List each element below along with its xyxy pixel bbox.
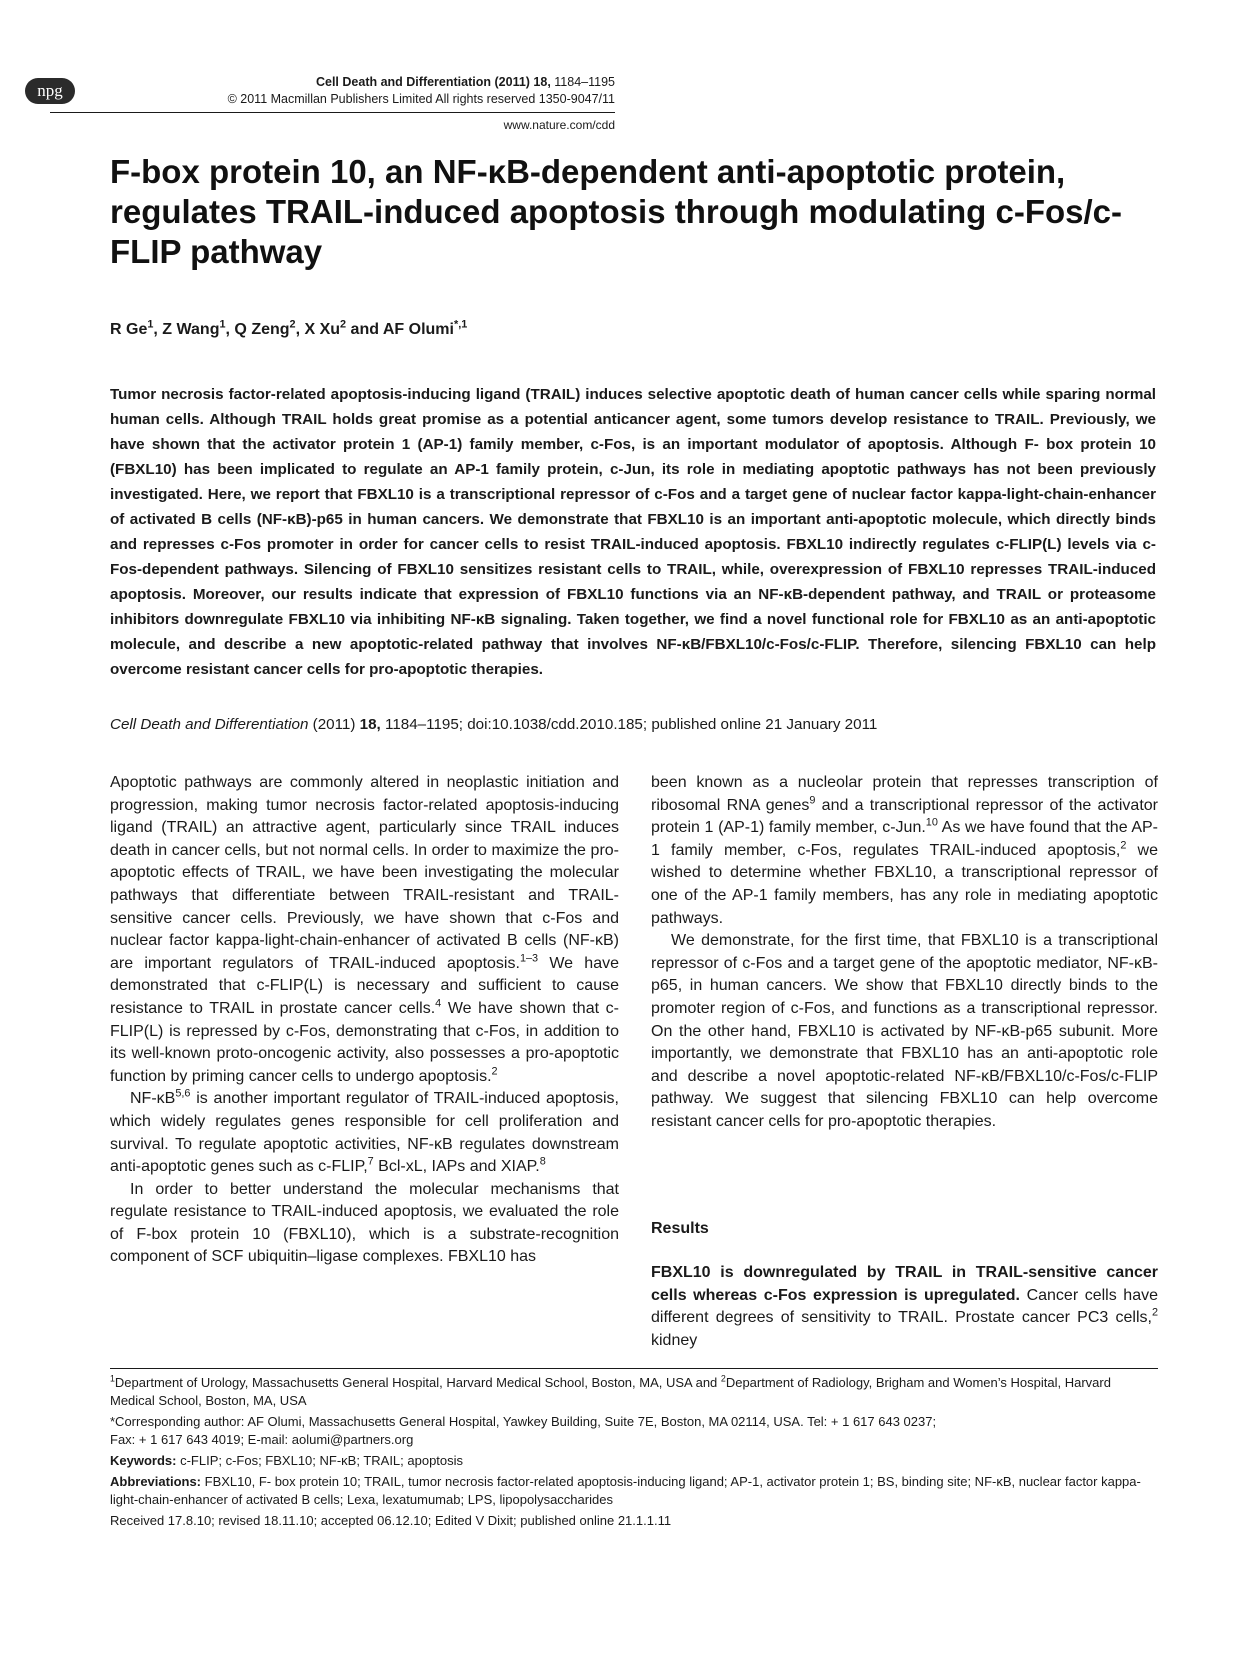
citation-volume: 18, <box>359 716 381 733</box>
corresponding-author: *Corresponding author: AF Olumi, Massachusetts General Hospital, Yawkey Building, Suite 7E, Boston, MA 02114, USA. Tel: + 1 617 643 0237; <box>110 1414 937 1429</box>
results-paragraph <box>651 1262 1158 1352</box>
body-text: is another important regulator of TRAIL-induced apoptosis, which widely regulates genes responsible for cell proliferation and survival. To regulate apoptotic activities, NF-κB regulates downstream anti-apoptotic genes such as c-FLIP, <box>110 1090 619 1176</box>
author-affiliation-mark: 1 <box>147 318 154 331</box>
footnotes <box>110 1374 1158 1533</box>
footnote-divider <box>110 1368 1158 1369</box>
author: R Ge <box>110 321 148 338</box>
body-text: Apoptotic pathways are commonly altered in neoplastic initiation and progression, making tumor necrosis factor-related apoptosis-inducing ligand (TRAIL) an attractive agent, particularly since TRAIL induces death in cancer cells, but not normal cells. In order to maximize the pro-apoptotic effects of TRAIL, we have been investigating the molecular pathways that differentiate between TRAIL-resistant and TRAIL-sensitive cancer cells. Previously, we have shown that c-Fos and nuclear factor kappa-light-chain-enhancer of activated B cells (NF-κB) are important regulators of TRAIL-induced apoptosis. <box>110 774 619 972</box>
author: Z Wang <box>162 321 220 338</box>
author-affiliation-mark: *,1 <box>453 318 468 331</box>
citation-details: 1184–1195; doi:10.1038/cdd.2010.185; published online 21 January 2011 <box>385 716 878 733</box>
abbreviations-text: FBXL10, F- box protein 10; TRAIL, tumor necrosis factor-related apoptosis-inducing ligand; AP-1, activator protein 1; BS, binding site; NF-κB, nuclear factor kappa-light-chain-enhancer of activated B cells; Lexa, lexatumumab; LPS, lipopolysaccharides <box>110 1474 1141 1507</box>
citation-journal: Cell Death and Differentiation <box>110 716 309 733</box>
body-text: and a transcriptional repressor of the activator protein 1 (AP-1) family member, c-Jun. <box>651 796 1158 837</box>
reference-mark[interactable]: 10 <box>925 816 938 829</box>
keywords <box>110 1452 1158 1470</box>
author: X Xu <box>304 321 341 338</box>
reference-mark[interactable]: 1–3 <box>519 952 539 965</box>
body-paragraph <box>110 1088 619 1178</box>
citation-line <box>110 714 877 736</box>
keywords-label: Keywords: <box>110 1453 177 1468</box>
reference-mark[interactable]: 4 <box>435 997 442 1010</box>
received-dates: Received 17.8.10; revised 18.11.10; accepted 06.12.10; Edited V Dixit; published online 21.1.1.11 <box>110 1513 672 1528</box>
affiliation-mark: 2 <box>720 1373 726 1384</box>
body-text: been known as a nucleolar protein that represses transcription of ribosomal RNA genes <box>651 774 1158 814</box>
body-text: NF-κB <box>130 1090 176 1108</box>
journal-year-volume: (2011) 18, <box>494 75 551 89</box>
body-text: As we have found that the AP-1 family member, c-Fos, regulates TRAIL-induced apoptosis, <box>651 819 1159 859</box>
abstract: Tumor necrosis factor-related apoptosis-inducing ligand (TRAIL) induces selective apoptotic death of human cancer cells while sparing normal human cells. Although TRAIL holds great promise as a potential anticancer agent, some tumors develop resistance to TRAIL. Previously, we have shown that the activator protein 1 (AP-1) family member, c-Fos, is an important modulator of apoptosis. Although F- box protein 10 (FBXL10) has been implicated to regulate an AP-1 family protein, c-Jun, its role in mediating apoptotic pathways has not been previously investigated. Here, we report that FBXL10 is a transcriptional repressor of c-Fos and a target gene of nuclear factor kappa-light-chain-enhancer of activated B cells (NF-κB)-p65 in human cancers. We demonstrate that FBXL10 is an important anti-apoptotic molecule, which directly binds and represses c-Fos promoter in order for cancer cells to resist TRAIL-induced apoptosis. FBXL10 indirectly regulates c-FLIP(L) levels via c-Fos-dependent pathways. Silencing of FBXL10 sensitizes resistant cells to TRAIL, while, overexpression of FBXL10 represses TRAIL-induced apoptosis. Moreover, our results indicate that expression of FBXL10 functions via an NF-κB-dependent pathway, and TRAIL or proteasome inhibitors downregulate FBXL10 via inhibiting NF-κB signaling. Taken together, we find a novel functional role for FBXL10 as an anti-apoptotic molecule, and describe a new apoptotic-related pathway that involves NF-κB/FBXL10/c-Fos/c-FLIP. Therefore, silencing FBXL10 can help overcome resistant cancer cells for pro-apoptotic therapies. <box>110 386 1156 678</box>
body-paragraph <box>110 772 619 1088</box>
reference-mark[interactable]: 2 <box>1151 1306 1158 1319</box>
body-column-right <box>651 772 1158 1134</box>
publisher-logo: npg <box>25 78 75 104</box>
author-list: R Ge$^1$, Z Wang$^1$, Q Zeng$^2$, X Xu$^2$ and AF Olumi$^{*,1}$ <box>110 318 468 338</box>
body-text: kidney <box>651 1331 698 1349</box>
journal-name: Cell Death and Differentiation <box>315 75 492 89</box>
section-heading-results: Results <box>651 1220 709 1237</box>
author-affiliation-mark: 2 <box>340 318 347 331</box>
author: AF Olumi <box>382 321 454 338</box>
author-affiliation-mark: 2 <box>289 318 296 331</box>
body-text: We have shown that c-FLIP(L) is repressed by c-Fos, demonstrating that c-Fos, in addition to its well-known proto-oncogenic activity, also possesses a pro-apoptotic function by priming cancer cells to undergo apoptosis. <box>110 999 619 1085</box>
journal-website-link[interactable]: www.nature.com/cdd <box>503 118 615 132</box>
affiliation-mark: 1 <box>110 1373 115 1384</box>
body-text: we wished to determine whether FBXL10, a transcriptional repressor of one of the AP-1 family members, has any role in mediating apoptotic pathways. <box>651 841 1158 927</box>
affiliations <box>110 1374 1158 1410</box>
header-divider <box>50 112 615 113</box>
reference-mark[interactable]: 9 <box>809 794 816 807</box>
citation-year: (2011) <box>312 716 356 733</box>
body-text: Bcl-xL, IAPs and XIAP. <box>373 1158 540 1176</box>
body-paragraph: In order to better understand the molecular mechanisms that regulate resistance to TRAIL-induced apoptosis, we evaluated the role of F-box protein 10 (FBXL10), which is a substrate-recognition component of SCF ubiquitin–ligase complexes. FBXL10 has <box>110 1180 619 1266</box>
reference-mark[interactable]: 7 <box>367 1155 374 1168</box>
body-paragraph: We demonstrate, for the first time, that FBXL10 is a transcriptional repressor of c-Fos and a target gene of the apoptotic mediator, NF-κB-p65, in human cancers. We show that FBXL10 directly binds to the promoter region of c-Fos, and functions as a transcriptional repressor. On the other hand, FBXL10 is activated by NF-κB-p65 subunit. More importantly, we demonstrate that FBXL10 has an anti-apoptotic role and describe a novel apoptotic-related NF-κB/FBXL10/c-Fos/c-FLIP pathway. We suggest that silencing FBXL10 can help overcome resistant cancer cells for pro-apoptotic therapies. <box>651 932 1158 1130</box>
reference-mark[interactable]: 2 <box>1120 839 1127 852</box>
reference-mark[interactable]: 2 <box>491 1065 498 1078</box>
author: Q Zeng <box>234 321 290 338</box>
abbreviations-label: Abbreviations: <box>110 1474 202 1489</box>
affiliation-text: Department of Urology, Massachusetts General Hospital, Harvard Medical School, Boston, MA, USA and <box>114 1375 721 1390</box>
author-affiliation-mark: 1 <box>219 318 226 331</box>
abbreviations <box>110 1473 1158 1509</box>
body-text: Cancer cells have different degrees of sensitivity to TRAIL. Prostate cancer PC3 cells, <box>651 1286 1158 1327</box>
keywords-text: c-FLIP; c-Fos; FBXL10; NF-κB; TRAIL; apoptosis <box>176 1453 464 1468</box>
fax-email: Fax: + 1 617 643 4019; E-mail: aolumi@partners.org <box>110 1432 414 1447</box>
reference-mark[interactable]: 8 <box>539 1155 546 1168</box>
body-text: We have demonstrated that c-FLIP(L) is necessary and sufficient to cause resistance to TRAIL in prostate cancer cells. <box>110 954 620 1017</box>
body-paragraph <box>651 772 1158 930</box>
body-column-left <box>110 772 619 1269</box>
reference-mark[interactable]: 5,6 <box>175 1087 191 1100</box>
journal-pages: 1184–1195 <box>554 75 615 89</box>
affiliation-text: Department of Radiology, Brigham and Women’s Hospital, Harvard Medical School, Boston, MA, USA <box>110 1375 1111 1408</box>
copyright-line: © 2011 Macmillan Publishers Limited All rights reserved 1350-9047/11 <box>227 92 615 106</box>
article-title: F-box protein 10, an NF-κB-dependent anti-apoptotic protein, regulates TRAIL-induced apoptosis through modulating c-Fos/c-FLIP pathway <box>110 153 1123 270</box>
journal-header <box>316 74 615 91</box>
results-subheading: FBXL10 is downregulated by TRAIL in TRAIL-sensitive cancer cells whereas c-Fos expression is upregulated. <box>651 1264 1158 1304</box>
